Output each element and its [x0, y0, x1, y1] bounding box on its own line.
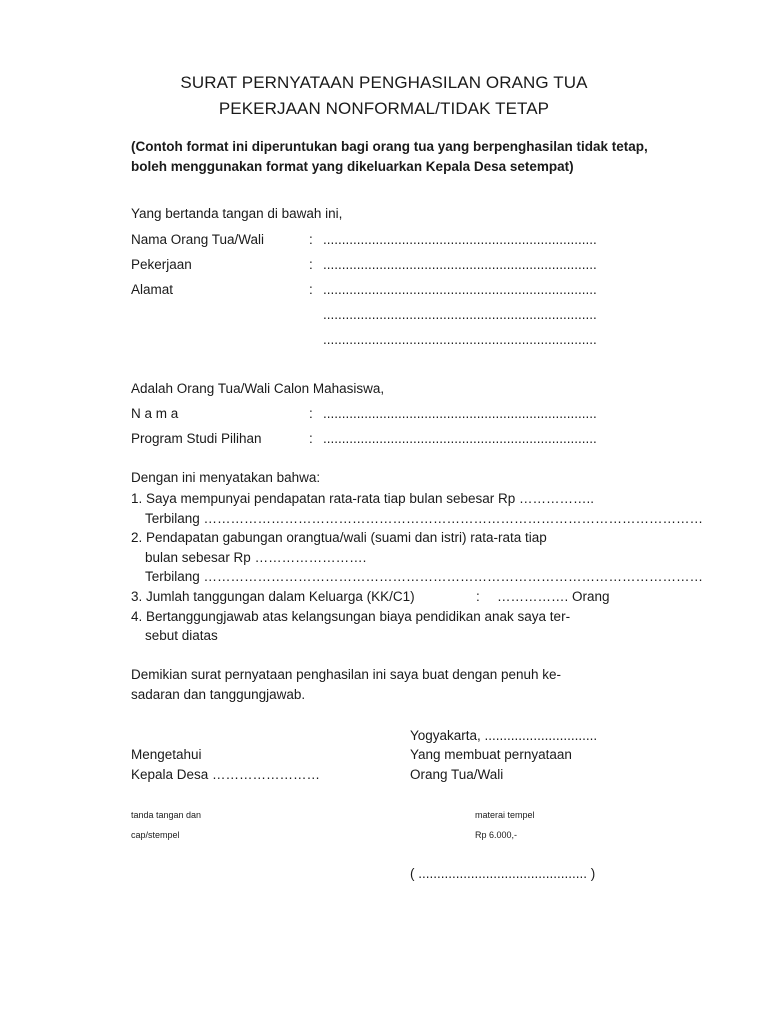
statement-1-terbilang: Terbilang ………………………………………………………………………………………………… [145, 511, 704, 526]
statement-2-terbilang: Terbilang ………………………………………………………………………………………………… [145, 569, 704, 584]
format-note-line-1: (Contoh format ini diperuntukan bagi orang tua yang berpenghasilan tidak tetap, [131, 139, 648, 154]
place-date-field[interactable]: Yogyakarta, .............................. [410, 728, 598, 743]
study-program-label: Program Studi Pilihan [131, 431, 262, 446]
address-label: Alamat [131, 282, 174, 297]
occupation-colon: : [309, 257, 313, 272]
statement-4-line-2: sebut diatas [145, 628, 218, 643]
student-intro: Adalah Orang Tua/Wali Calon Mahasiswa, [131, 381, 385, 396]
parent-name-field[interactable]: ......................................................................... [323, 232, 597, 247]
parent-name-colon: : [309, 232, 313, 247]
format-note-line-2: boleh menggunakan format yang dikeluarkan Kepala Desa setempat) [131, 159, 574, 174]
village-head-label: Kepala Desa …………………… [131, 767, 321, 782]
study-program-colon: : [309, 431, 313, 446]
student-name-colon: : [309, 406, 313, 421]
statement-3-colon: : [476, 589, 480, 604]
study-program-field[interactable]: ......................................................................... [323, 431, 597, 446]
student-name-label: N a m a [131, 406, 179, 421]
closing-line-1: Demikian surat pernyataan penghasilan ini saya buat dengan penuh ke- [131, 667, 562, 682]
closing-line-2: sadaran dan tanggungjawab. [131, 687, 306, 702]
statement-intro: Dengan ini menyatakan bahwa: [131, 470, 321, 485]
signatory-name-field[interactable]: ( ............................................. ) [410, 866, 596, 881]
stamp-duty-amount: Rp 6.000,- [475, 830, 518, 840]
occupation-field[interactable]: ......................................................................... [323, 257, 597, 272]
document-title-line-2: PEKERJAAN NONFORMAL/TIDAK TETAP [218, 99, 550, 118]
document-title-line-1: SURAT PERNYATAAN PENGHASILAN ORANG TUA [180, 73, 588, 92]
occupation-label: Pekerjaan [131, 257, 192, 272]
statement-3-value[interactable]: ……………. Orang [497, 589, 610, 604]
address-field-line-1[interactable]: ......................................................................... [323, 282, 597, 297]
parent-guardian-label: Orang Tua/Wali [410, 767, 504, 782]
address-field-line-3[interactable]: ......................................................................... [323, 332, 597, 347]
signature-stamp-note-1: tanda tangan dan [131, 810, 202, 820]
intro-text: Yang bertanda tangan di bawah ini, [131, 206, 343, 221]
parent-name-label: Nama Orang Tua/Wali [131, 232, 265, 247]
statement-2-line-1: 2. Pendapatan gabungan orangtua/wali (suami dan istri) rata-rata tiap [131, 530, 547, 545]
statement-1-line-1: 1. Saya mempunyai pendapatan rata-rata tiap bulan sebesar Rp …………….. [131, 491, 594, 506]
address-field-line-2[interactable]: ......................................................................... [323, 307, 597, 322]
declarant-label: Yang membuat pernyataan [410, 747, 572, 762]
stamp-duty-note: materai tempel [475, 810, 535, 820]
statement-4-line-1: 4. Bertanggungjawab atas kelangsungan biaya pendidikan anak saya ter- [131, 609, 571, 624]
signature-stamp-note-2: cap/stempel [131, 830, 180, 840]
statement-3-label: 3. Jumlah tanggungan dalam Keluarga (KK/C1) [131, 589, 415, 604]
acknowledged-label: Mengetahui [131, 747, 202, 762]
student-name-field[interactable]: ......................................................................... [323, 406, 597, 421]
address-colon: : [309, 282, 313, 297]
statement-2-line-2: bulan sebesar Rp ……………………. [145, 550, 367, 565]
